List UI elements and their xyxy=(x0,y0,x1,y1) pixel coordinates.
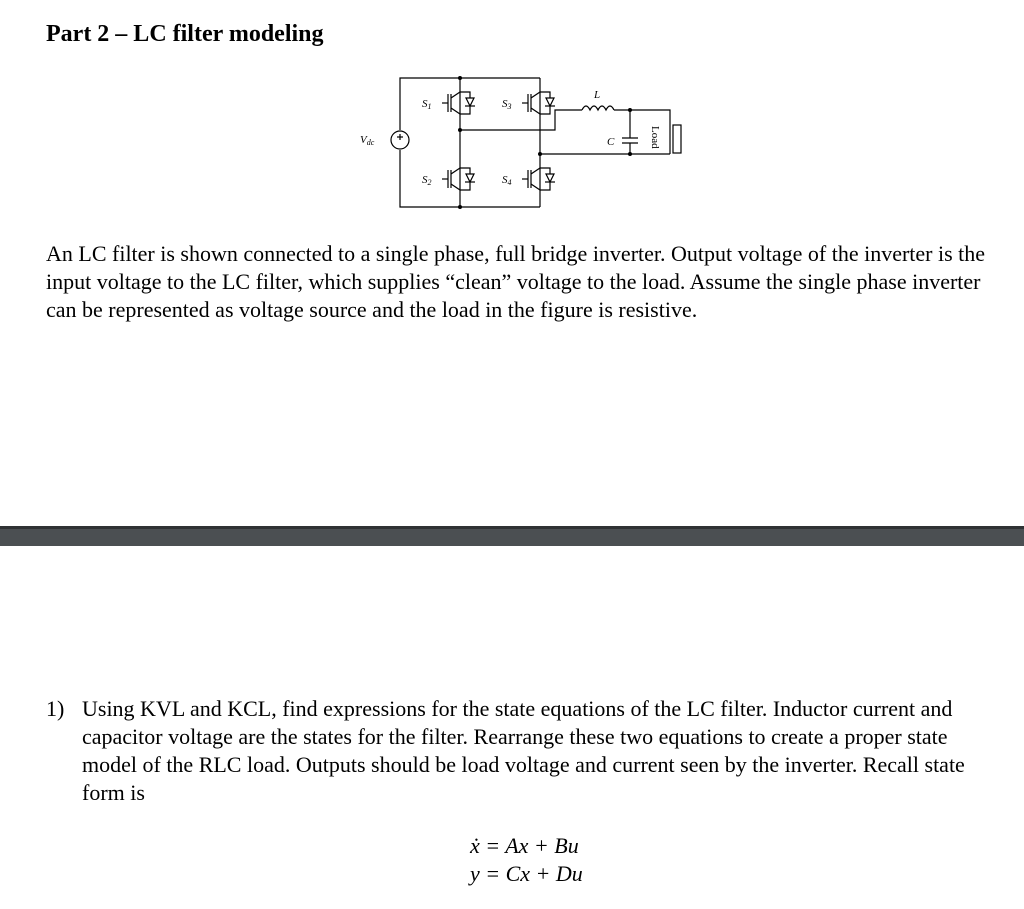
page-divider-bar xyxy=(0,526,1024,546)
dc-bus-top-wire xyxy=(400,78,540,130)
section-heading: Part 2 – LC filter modeling xyxy=(46,21,324,47)
load-resistor-symbol xyxy=(673,125,681,153)
state-equation: ẋ = Ax + Bu xyxy=(470,833,579,858)
state-equations xyxy=(470,832,583,888)
switch-s4-label: S4 xyxy=(502,174,512,187)
switch-s2-symbol xyxy=(442,168,475,190)
dc-bus-bottom-wire xyxy=(400,150,540,207)
question-text: Using KVL and KCL, find expressions for the state equations of the LC filter. Inductor current and capacitor voltage are the states for the filter. Rearrange these two equations to create a proper state model of the RLC load. Outputs should be load voltage and current seen by the inverter. Recall state form is xyxy=(82,696,965,805)
capacitor-symbol xyxy=(622,110,638,154)
capacitor-label: C xyxy=(607,136,615,148)
inductor-symbol xyxy=(582,106,614,110)
question-number: 1) xyxy=(46,696,65,721)
switch-s1-symbol xyxy=(442,92,475,114)
switch-s3-label: S3 xyxy=(502,98,512,111)
switch-s4-symbol xyxy=(522,168,555,190)
vdc-label: Vdc xyxy=(360,134,375,147)
output-equation: y = Cx + Du xyxy=(470,861,583,886)
switch-s3-symbol xyxy=(522,92,555,114)
switch-s2-label: S2 xyxy=(422,174,432,187)
load-label: Load xyxy=(649,126,661,149)
switch-s1-label: S1 xyxy=(422,98,432,111)
inductor-label: L xyxy=(594,89,601,101)
left-midpoint-wire xyxy=(460,110,582,130)
description-paragraph: An LC filter is shown connected to a single phase, full bridge inverter. Output voltage of the inverter is the input voltage to the LC filter, which supplies “clean” voltage to the load. Assume the single phase inverter can be represented as voltage source and the load in the figure is resistive. xyxy=(46,241,986,322)
inverter-lc-filter-diagram xyxy=(350,70,690,215)
